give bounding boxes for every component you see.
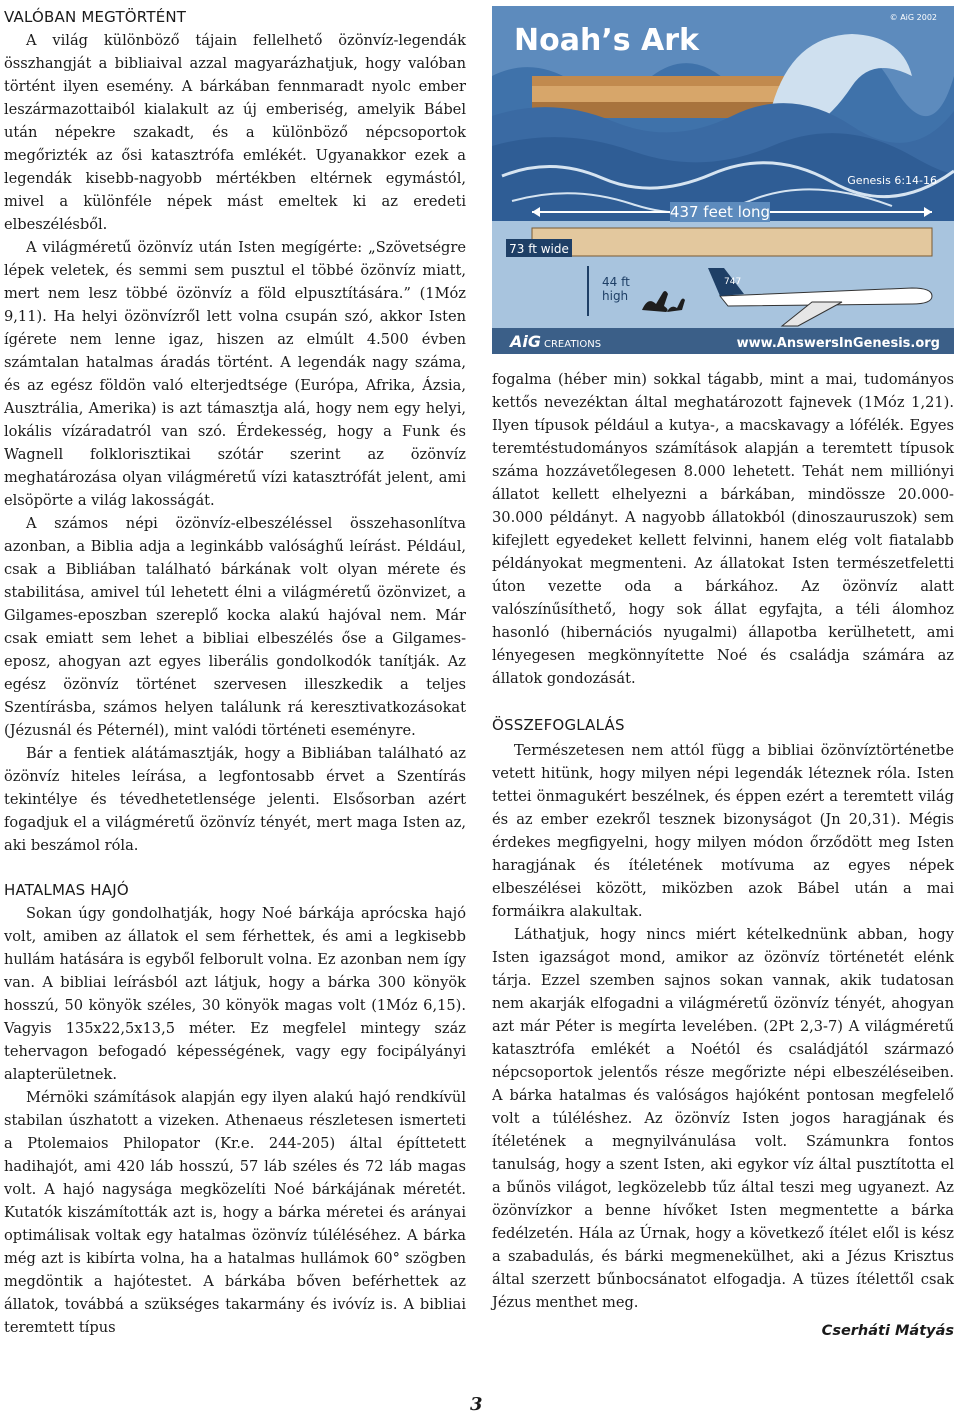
section-title-osszefoglalas: ÖSSZEFOGLALÁS: [492, 716, 625, 734]
ark-diagram: [492, 6, 954, 354]
left-column: [4, 6, 466, 1339]
paragraph-2: A világméretű özönvíz után Isten megígérte: „Szövetségre lépek veletek, és semmi sem pusztul el többé özönvíz miatt, mert nem lesz többé özönvíz a föld elpusztítására.” (1Móz 9,11). Ha helyi özönvízről lett volna csupán szó, akkor Isten ígérete nem lenne igaz, hiszen az elmúlt 4.500 évben számtalan hatalmas áradás történt. A legendák nagy száma, és az egész földön való elterjedtsége (Európa, Afrika, Ázsia, Ausztrália, Amerika) is azt támasztja alá, hogy nem egy helyi, lokális vízáradatról van szó. Érdekesség, hogy a Funk és Wagnell folklorisztikai szótár szerint az özönvíz meghatározása olyan világméretű vízi katasztrófát jelent, ami elsöpörte a világ lakosságát.: [4, 239, 466, 509]
section-title-valoban: VALÓBAN MEGTÖRTÉNT: [4, 8, 187, 26]
paragraph-4: Bár a fentiek alátámasztják, hogy a Bibliában található az özönvíz hiteles leírása, a legfontosabb érvet a Szentírás tekintélye és tévedhetetlensége jelenti. Elsősorban azért fogadjuk el a világméretű özönvíz tényét, mert maga Isten az, aki beszámol róla.: [4, 745, 466, 854]
noahs-ark-illustration: [492, 6, 954, 354]
right-column: [492, 368, 954, 1343]
paragraph-1: A világ különböző tájain fellelhető özönvíz-legendák összhangját a bibliaival azzal magyarázhatjuk, hogy valóban történt ilyen esemény. A bárkában fennmaradt nyolc ember leszármazottaiból kialakult az új emberiség, amelyik Bábel után népekre szakadt, és a különböző népcsoportok megőrizték az ősi katasztrófa emlékét. Ugyanakkor ezek a legendák kisebb-nagyobb mértékben eltérnek egymástól, mivel a különféle népek mást emeltek ki az eredeti elbeszélésből.: [4, 32, 466, 233]
plane-label: 747: [724, 277, 742, 287]
verse-reference: Genesis 6:14-16: [847, 174, 937, 187]
paragraph-9: Láthatjuk, hogy nincs miért kételkednünk abban, hogy Isten igazságot mond, amikor az özönvíz történetét elénk tárja. Ezzel szemben sajnos sokan vannak, akik tudatosan nem akarják elfogadni a világméretű özönvíz tényét, ahogyan azt már Péter is megírta levelében. (2Pt 2,3-7) A világméretű katasztrófa emlékét a Noétól és családjától származó népcsoportok jelentős része megőrizte népi elbeszéléseiben. A bárka hatalmas és valóságos hajóként pontosan megfelelő volt a túléléshez. Az özönvíz Isten jogos haragjának és ítéletének a megnyilvánulása volt. Számunkra fontos tanulság, hogy a szent Isten, aki egykor víz által pusztította el a bűnös világot, legközelebb tűz által teszi meg ugyanezt. Az özönvízkor a benne hívőket Isten megmentette a bárka fedélzetén. Hála az Úrnak, hogy a következő ítélet elől is kész a szabadulás, és bárki megmenekülhet, aki a Jézus Krisztus által szerzett bűnbocsánatot elfogadja. A tüzes ítélettől csak Jézus menthet meg.: [492, 926, 954, 1311]
illustration-copyright: © AiG 2002: [889, 13, 937, 22]
length-label: 437 feet long: [669, 203, 771, 221]
ark-side-profile: [532, 228, 932, 256]
paragraph-8: Természetesen nem attól függ a bibliai özönvíztörténetbe vetett hitünk, hogy milyen népi legendák léteznek róla. Isten tettei önmagukért beszélnek, és éppen ezért a teremtett világ és az ember ezekről tesznek bizonyságot (Jn 20,31). Mégis érdekes megfigyelni, hogy milyen módon őrződött meg Isten haragjának és ítéletének motívuma az egyes népek elbeszélései között, miközben azok Bábel után a mai formáikra alakultak.: [492, 742, 954, 920]
height-label-line1: 44 ft: [602, 275, 630, 289]
width-label: 73 ft wide: [509, 242, 569, 256]
logo-main: AiG: [510, 332, 541, 351]
section-title-hatalmas-hajo: HATALMAS HAJÓ: [4, 881, 129, 899]
website-label: www.AnswersInGenesis.org: [736, 336, 940, 351]
paragraph-6: Mérnöki számítások alapján egy ilyen alakú hajó rendkívül stabilan úszhatott a vizeken. Athenaeus részletesen ismerteti a Ptolemaios Philopator (Kr.e. 244-205) által építtetett hadihajót, ami 420 láb hosszú, 57 láb széles és 72 láb magas volt. A hajó nagysága megközelíti Noé bárkájának méretét. Kutatók kiszámították azt is, hogy a bárka méretei és arányai optimálisak voltak egy hatalmas özönvíz túléléséhez. A bárka még azt is kibírta volna, ha a hatalmas hullámok 60° szögben megdöntik a hajótestet. A bárkába bőven beférhettek az állatok, továbbá a szükséges takarmány és ivóvíz is. A bibliai teremtett típus: [4, 1089, 466, 1336]
page-number: 3: [470, 1394, 483, 1415]
author-signature: Cserháti Mátyás: [821, 1323, 954, 1339]
logo-sub: CREATIONS: [544, 339, 602, 350]
height-label-line2: high: [602, 289, 629, 303]
ark-hull-top: [532, 84, 810, 102]
paragraph-5: Sokan úgy gondolhatják, hogy Noé bárkája aprócska hajó volt, amiben az állatok el sem férhettek, és ami a legkisebb hullám hatására is egyből felborult volna. Ez azonban nem így van. A bibliai leírásból azt látjuk, hogy a bárka 300 könyök hosszú, 50 könyök széles, 30 könyök magas volt (1Móz 6,15). Vagyis 135x22,5x13,5 méter. Ez megfelel mintegy száz tehervagon befogadó képességének, vagy egy focipályányi alapterületnek.: [4, 905, 466, 1083]
illustration-title: Noah’s Ark: [514, 23, 699, 58]
ark-roof: [532, 76, 800, 86]
paragraph-7: fogalma (héber min) sokkal tágabb, mint a mai, tudományos kettős nevezéktan által meghatározott fajnevek (1Móz 1,21). Ilyen típusok például a kutya-, a macskavagy a lófélék. Egyes teremtéstudományos számítások alapján a teremtett típusok száma hozzávetőlegesen 8.000 lehetett. Tehát nem milliónyi állatot kellett elhelyezni a bárkában, mindössze 20.000-30.000 példányt. A nagyobb állatokból (dinoszauruszok) sem kifejlett egyedeket kellett felvinni, hanem elég volt fiatalabb példányokat megmenteni. Az állatokat Isten természetfeletti úton vezette oda a bárkához. Az özönvíz alatt valószínűsíthető, hogy sok állat egyfajta, a téli álomhoz hasonló (hibernációs nyugalmi) állapotba kerülhetett, ami lényegesen megkönnyítette Noé és családja számára az állatok gondozását.: [492, 371, 954, 687]
paragraph-3: A számos népi özönvíz-elbeszéléssel összehasonlítva azonban, a Biblia adja a leginkább valósághű leírást. Például, csak a Bibliában található bárkának volt olyan mérete és stabilitása, amivel túl lehetett élni a világméretű özönvizet, a Gilgames-eposzban szereplő kocka alakú hajóval nem. Már csak emiatt sem lehet a bibliai elbeszélés őse a Gilgames-eposz, ahogyan azt egyes liberális gondolkodók tanítják. Az egész özönvíz történet szervesen illeszkedik a teljes Szentírásba, számos helyen találunk rá keresztivatkozásokat (Jézusnál és Péternél), mint valódi történeti eseményre.: [4, 515, 466, 739]
